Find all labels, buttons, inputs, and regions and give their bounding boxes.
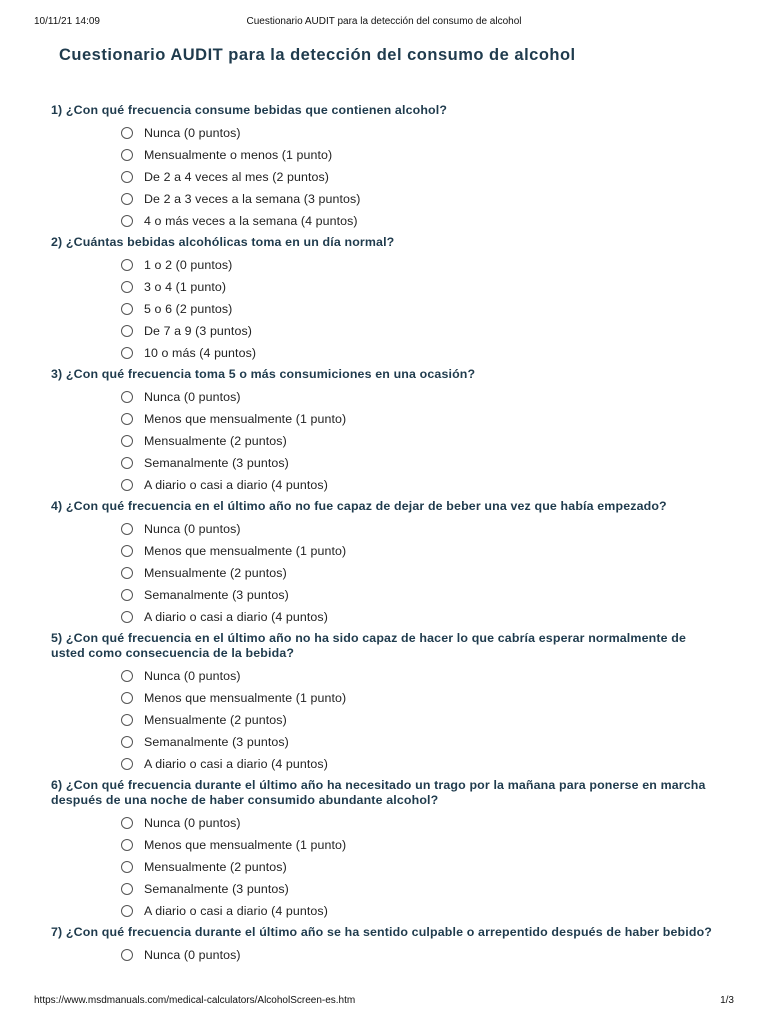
question-5	[0, 628, 768, 775]
answer-option[interactable]	[0, 320, 768, 342]
radio-button[interactable]	[121, 479, 133, 491]
radio-button[interactable]	[121, 839, 133, 851]
print-document-title: Cuestionario AUDIT para la detección del consumo de alcohol	[246, 16, 522, 27]
question-7	[0, 922, 768, 966]
answer-option[interactable]	[0, 122, 768, 144]
answer-option-label: Mensualmente (2 puntos)	[144, 860, 287, 874]
answer-option-label: 10 o más (4 puntos)	[144, 346, 257, 360]
radio-button[interactable]	[121, 611, 133, 623]
answer-option[interactable]	[0, 144, 768, 166]
answer-option-label: Mensualmente (2 puntos)	[144, 566, 287, 580]
answer-option[interactable]	[0, 276, 768, 298]
answer-option-label: Menos que mensualmente (1 punto)	[144, 838, 347, 852]
answer-option-label: A diario o casi a diario (4 puntos)	[144, 757, 328, 771]
radio-button[interactable]	[121, 413, 133, 425]
answer-option[interactable]	[0, 474, 768, 496]
radio-button[interactable]	[121, 523, 133, 535]
radio-button[interactable]	[121, 736, 133, 748]
answer-option[interactable]	[0, 430, 768, 452]
radio-button[interactable]	[121, 949, 133, 961]
answer-option-label: Nunca (0 puntos)	[144, 390, 241, 404]
answer-option-label: A diario o casi a diario (4 puntos)	[144, 478, 328, 492]
questionnaire	[0, 100, 768, 966]
radio-button[interactable]	[121, 817, 133, 829]
radio-button[interactable]	[121, 567, 133, 579]
answer-option-label: Menos que mensualmente (1 punto)	[144, 544, 347, 558]
radio-button[interactable]	[121, 905, 133, 917]
question-2	[0, 232, 768, 364]
radio-button[interactable]	[121, 457, 133, 469]
answer-option-label: Nunca (0 puntos)	[144, 669, 241, 683]
answer-option[interactable]	[0, 665, 768, 687]
radio-button[interactable]	[121, 692, 133, 704]
answer-option-label: De 7 a 9 (3 puntos)	[144, 324, 252, 338]
radio-button[interactable]	[121, 861, 133, 873]
answer-option-label: 4 o más veces a la semana (4 puntos)	[144, 214, 358, 228]
answer-option[interactable]	[0, 452, 768, 474]
radio-button[interactable]	[121, 171, 133, 183]
radio-button[interactable]	[121, 391, 133, 403]
page-number: 1/3	[720, 995, 734, 1006]
answer-option[interactable]	[0, 606, 768, 628]
answer-option[interactable]	[0, 386, 768, 408]
answer-option[interactable]	[0, 856, 768, 878]
radio-button[interactable]	[121, 435, 133, 447]
radio-button[interactable]	[121, 127, 133, 139]
radio-button[interactable]	[121, 545, 133, 557]
answer-option-label: Nunca (0 puntos)	[144, 126, 241, 140]
answer-option[interactable]	[0, 584, 768, 606]
answer-option-label: De 2 a 4 veces al mes (2 puntos)	[144, 170, 330, 184]
radio-button[interactable]	[121, 215, 133, 227]
answer-option-label: Nunca (0 puntos)	[144, 948, 241, 962]
answer-option[interactable]	[0, 210, 768, 232]
answer-option-label: Mensualmente (2 puntos)	[144, 713, 287, 727]
page-title: Cuestionario AUDIT para la detección del consumo de alcohol	[59, 46, 576, 64]
radio-button[interactable]	[121, 883, 133, 895]
question-text: 5) ¿Con qué frecuencia en el último año no ha sido capaz de hacer lo que cabría esperar normalmente de usted como consecuencia de la bebida?	[51, 631, 686, 660]
answer-option[interactable]	[0, 878, 768, 900]
answer-option-label: 1 o 2 (0 puntos)	[144, 258, 233, 272]
answer-option[interactable]	[0, 408, 768, 430]
answer-option-label: Mensualmente o menos (1 punto)	[144, 148, 333, 162]
question-6	[0, 775, 768, 922]
question-1	[0, 100, 768, 232]
answer-option[interactable]	[0, 188, 768, 210]
question-text: 4) ¿Con qué frecuencia en el último año no fue capaz de dejar de beber una vez que había empezado?	[51, 499, 667, 513]
answer-option-label: Semanalmente (3 puntos)	[144, 456, 289, 470]
answer-option[interactable]	[0, 944, 768, 966]
answer-option[interactable]	[0, 812, 768, 834]
answer-option[interactable]	[0, 731, 768, 753]
answer-option[interactable]	[0, 709, 768, 731]
answer-option[interactable]	[0, 562, 768, 584]
radio-button[interactable]	[121, 589, 133, 601]
answer-option[interactable]	[0, 753, 768, 775]
print-footer	[0, 995, 768, 1009]
print-url: https://www.msdmanuals.com/medical-calculators/AlcoholScreen-es.htm	[34, 995, 356, 1006]
print-header	[0, 16, 768, 30]
answer-option-label: Nunca (0 puntos)	[144, 522, 241, 536]
question-text: 1) ¿Con qué frecuencia consume bebidas que contienen alcohol?	[51, 103, 448, 117]
radio-button[interactable]	[121, 193, 133, 205]
radio-button[interactable]	[121, 758, 133, 770]
print-datetime: 10/11/21 14:09	[34, 16, 100, 27]
answer-option-label: 3 o 4 (1 punto)	[144, 280, 227, 294]
answer-option[interactable]	[0, 342, 768, 364]
answer-option-label: Semanalmente (3 puntos)	[144, 588, 289, 602]
radio-button[interactable]	[121, 714, 133, 726]
answer-option[interactable]	[0, 518, 768, 540]
answer-option-label: Nunca (0 puntos)	[144, 816, 241, 830]
answer-option-label: Semanalmente (3 puntos)	[144, 882, 289, 896]
question-text: 7) ¿Con qué frecuencia durante el último año se ha sentido culpable o arrepentido después de haber bebido?	[51, 925, 713, 939]
question-text: 6) ¿Con qué frecuencia durante el último año ha necesitado un trago por la mañana para ponerse en marcha después de una noche de haber consumido abundante alcohol?	[51, 778, 706, 807]
answer-option[interactable]	[0, 254, 768, 276]
question-4	[0, 496, 768, 628]
question-text: 3) ¿Con qué frecuencia toma 5 o más consumiciones en una ocasión?	[51, 367, 476, 381]
radio-button[interactable]	[121, 303, 133, 315]
answer-option[interactable]	[0, 687, 768, 709]
answer-option[interactable]	[0, 900, 768, 922]
question-text: 2) ¿Cuántas bebidas alcohólicas toma en un día normal?	[51, 235, 395, 249]
answer-option[interactable]	[0, 834, 768, 856]
answer-option-label: Menos que mensualmente (1 punto)	[144, 691, 347, 705]
answer-option-label: De 2 a 3 veces a la semana (3 puntos)	[144, 192, 361, 206]
radio-button[interactable]	[121, 347, 133, 359]
answer-option[interactable]	[0, 166, 768, 188]
answer-option-label: A diario o casi a diario (4 puntos)	[144, 610, 328, 624]
radio-button[interactable]	[121, 670, 133, 682]
answer-option-label: Menos que mensualmente (1 punto)	[144, 412, 347, 426]
answer-option-label: Mensualmente (2 puntos)	[144, 434, 287, 448]
radio-button[interactable]	[121, 281, 133, 293]
answer-option-label: Semanalmente (3 puntos)	[144, 735, 289, 749]
answer-option[interactable]	[0, 298, 768, 320]
radio-button[interactable]	[121, 325, 133, 337]
radio-button[interactable]	[121, 259, 133, 271]
radio-button[interactable]	[121, 149, 133, 161]
question-3	[0, 364, 768, 496]
answer-option-label: A diario o casi a diario (4 puntos)	[144, 904, 328, 918]
answer-option[interactable]	[0, 540, 768, 562]
answer-option-label: 5 o 6 (2 puntos)	[144, 302, 233, 316]
